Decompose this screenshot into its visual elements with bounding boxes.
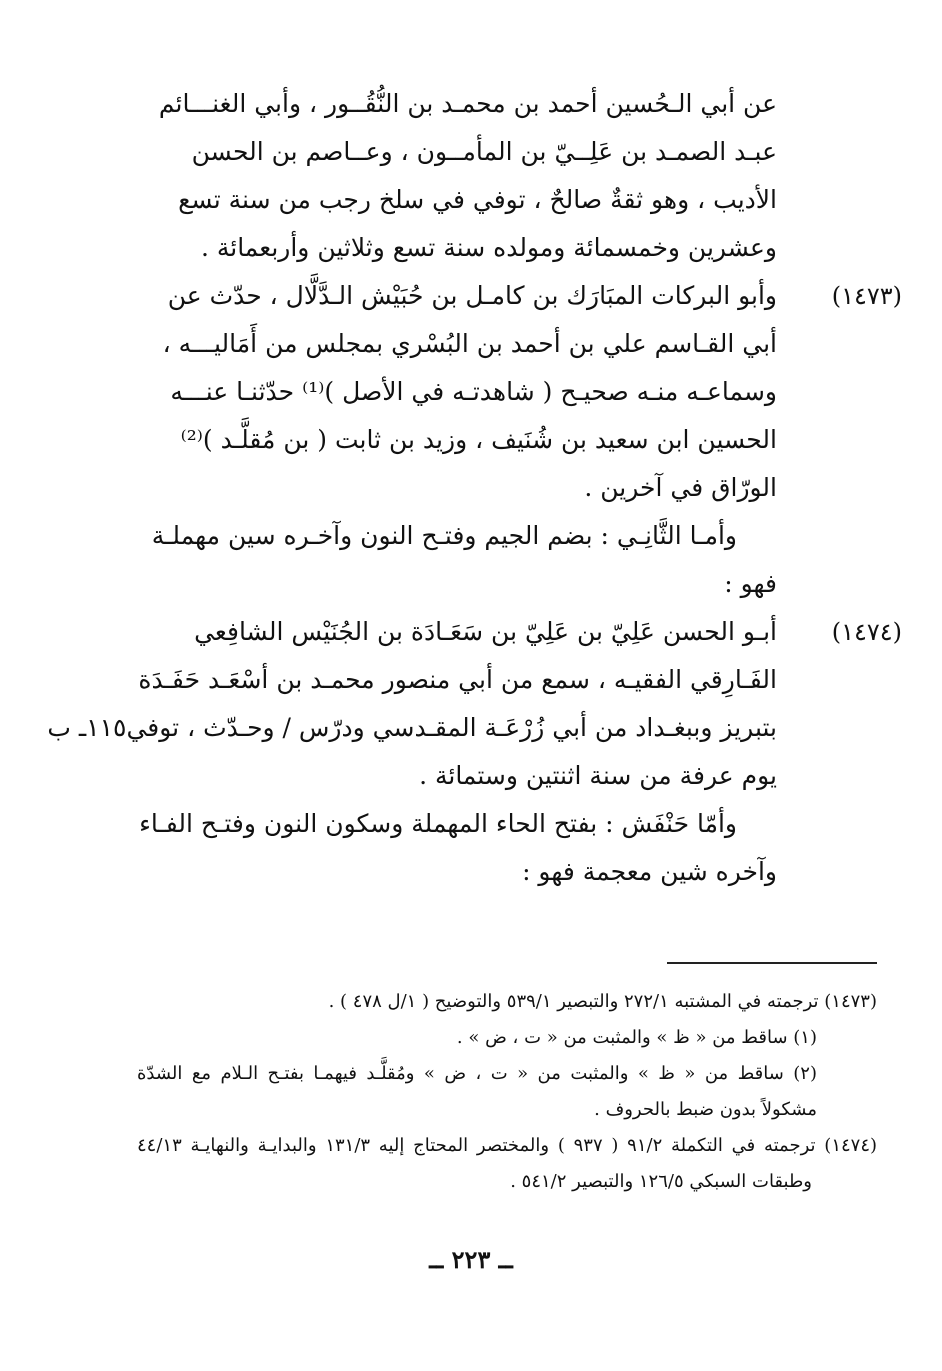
text-line-content: عبـد الصمـد بن عَلِــيّ بن المأمــون ، وعــاصم بن الحسن xyxy=(191,137,777,166)
text-line-content: فهو : xyxy=(724,569,777,598)
footnote-divider xyxy=(667,962,877,964)
entry-number: (١٤٧٤) xyxy=(831,618,902,646)
text-line-content: وسماعـه منـه صحيـح ( شاهدتـه في الأصل )⁽¹⁾ حدّثنـا عنـــه xyxy=(170,377,777,406)
text-line-content: يوم عرفة من سنة اثنتين وستمائة . xyxy=(419,761,777,790)
text-line xyxy=(42,512,902,560)
text-line xyxy=(42,464,902,512)
text-line-content: أبـو الحسن عَلِيّ بن عَلِيّ بن سَعَـادَة بن الجُنَيْس الشافِعي xyxy=(194,617,777,646)
text-line-content: وآخره شين معجمة فهو : xyxy=(522,857,777,886)
text-line-content: وأمّا حَنْفَش : بفتح الحاء المهملة وسكون النون وفتـح الفـاء xyxy=(139,809,737,838)
entry-number: (١٤٧٣) xyxy=(831,282,902,310)
text-line-content: وأبو البركات المبَارَك بن كامـل بن حُبَيْش الـدَّلَّال ، حدّث عن xyxy=(167,281,777,310)
text-line-content: عن أبي الـحُسين أحمد بن محمـد بن النُّقُــور ، وأبي الغنـــائم xyxy=(158,89,777,118)
footnote xyxy=(137,1164,877,1200)
text-line xyxy=(42,368,902,416)
text-line xyxy=(42,128,902,176)
text-line xyxy=(42,848,902,896)
text-line-content: أبي القـاسم علي بن أحمد بن البُسْري بمجلس من أَمَاليـــه ، xyxy=(162,329,777,358)
text-line-content: الحسين ابن سعيد بن شُنَيف ، وزيد بن ثابت ( بن مُقلَّـد )⁽²⁾ xyxy=(180,425,777,454)
main-text xyxy=(42,80,902,896)
text-line xyxy=(42,320,902,368)
text-line xyxy=(42,176,902,224)
text-line xyxy=(42,800,902,848)
text-line xyxy=(42,224,902,272)
footnote-text: (١٤٧٤) ترجمته في التكملة ٩١/٢ ( ٩٣٧ ) والمختصر المحتاج إليه ١٣١/٣ والبدايـة والنهايـة ٤٤/١٣ xyxy=(137,1135,878,1156)
text-line-content: الأديب ، وهو ثقةٌ صالحٌ ، توفي في سلخ رجب من سنة تسع xyxy=(178,185,777,214)
text-line xyxy=(42,608,902,656)
footnote-text: وطبقات السبكي ١٢٦/٥ والتبصير ٥٤١/٢ . xyxy=(510,1171,812,1192)
text-line-content: الفَـارِقي الفقيـه ، سمع من أبي منصور محمـد بن أسْعَـد حَفَـدَة xyxy=(138,665,777,694)
text-line xyxy=(42,416,902,464)
text-line xyxy=(42,656,902,704)
footnote-text: (١) ساقط من « ظ » والمثبت من « ت ، ض » . xyxy=(456,1027,817,1048)
page-number: ــ ٢٢٣ ــ xyxy=(429,1245,513,1274)
footnote xyxy=(137,1020,877,1056)
text-line xyxy=(42,560,902,608)
footnote-text: (٢) ساقط من « ظ » والمثبت من « ت ، ض » ومُقلَّـد فيهمـا بفتـح الـلام مع الشدّة xyxy=(137,1063,817,1084)
text-line xyxy=(42,752,902,800)
footnotes xyxy=(137,984,877,1200)
text-line xyxy=(42,80,902,128)
text-line-content: وأمـا الثَّانِـي : بضم الجيم وفتـح النون وآخـره سين مهملـة xyxy=(151,521,737,550)
text-line-content: بتبريز وببغـداد من أبي زُرْعَـة المقـدسي ودرّس / وحـدّث ، توفي١١٥ـ ب xyxy=(47,713,777,742)
footnote xyxy=(137,1092,877,1128)
text-line xyxy=(42,272,902,320)
footnote-text: مشكولاً بدون ضبط بالحروف . xyxy=(594,1099,817,1120)
footnote-text: (١٤٧٣) ترجمته في المشتبه ٢٧٢/١ والتبصير ٥٣٩/١ والتوضيح ( ١/ل ٤٧٨ ) . xyxy=(328,991,877,1012)
text-line-content: الورّاق في آخرين . xyxy=(584,473,777,502)
footnote xyxy=(137,984,877,1020)
text-line xyxy=(42,704,902,752)
text-line-content: وعشرين وخمسمائة ومولده سنة تسع وثلاثين وأربعمائة . xyxy=(200,233,777,262)
footnote xyxy=(137,1056,877,1092)
footnote xyxy=(137,1128,877,1164)
